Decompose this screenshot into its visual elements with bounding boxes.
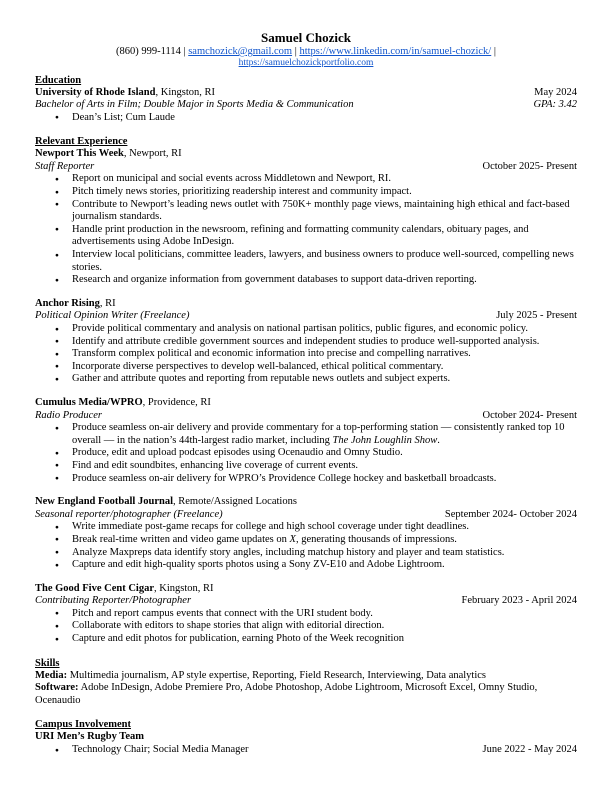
job-company: Anchor Rising [35, 297, 100, 309]
job-company-line [35, 298, 577, 311]
job-title: Contributing Reporter/Photographer [35, 595, 192, 607]
bullet-text: . [437, 434, 440, 446]
school-name: University of Rhode Island [35, 86, 156, 98]
bullet-text-italic: X [289, 533, 296, 545]
bullet-item: ● Incorporate diverse perspectives to develop well-balanced, ethical political commentary. [72, 361, 577, 374]
bullet-item: ● Collaborate with editors to shape stories that align with editorial direction. [72, 620, 577, 633]
portfolio-link[interactable]: https://samuelchozickportfolio.com [238, 58, 374, 68]
job-title: Political Opinion Writer (Freelance) [35, 310, 190, 322]
job-bullets [35, 608, 577, 646]
contact-link[interactable]: https://www.linkedin.com/in/samuel-chozick/ [299, 46, 492, 57]
education-degree-line [35, 99, 577, 112]
education-section-title: Education [35, 74, 82, 86]
job-date: February 2023 - April 2024 [461, 595, 577, 607]
school-location: , Kingston, RI [155, 86, 215, 98]
job-company: Newport This Week [35, 148, 124, 160]
job-bullets [35, 521, 577, 571]
job-location: , Providence, RI [142, 396, 211, 408]
experience-section [35, 135, 577, 645]
job-title: Staff Reporter [35, 160, 95, 172]
job-location: , RI [99, 297, 116, 309]
job-company-line [35, 583, 577, 596]
job-date: October 2025- Present [482, 160, 577, 172]
job-company: The Good Five Cent Cigar [35, 582, 154, 594]
job-company-line [35, 148, 577, 161]
contact-link[interactable]: samchozick@gmail.com [188, 46, 293, 57]
job-location: , Newport, RI [123, 148, 182, 160]
education-bullets [35, 112, 577, 125]
bullet-item: ● Interview local politicians, committee leaders, lawyers, and business owners to produce well-sourced, compelling news stories. [72, 249, 577, 274]
campus-role: ● Technology Chair; Social Media Manager [72, 744, 249, 756]
job-bullets [35, 422, 577, 485]
job-bullets [35, 173, 577, 286]
job-entry [35, 583, 577, 646]
bullet-item: ● Capture and edit photos for publication, earning Photo of the Week recognition [72, 633, 577, 646]
jobs-container [35, 148, 577, 645]
skills-media-label: Media: [35, 669, 68, 681]
job-title-line [35, 509, 577, 522]
job-title-line [35, 310, 577, 323]
job-company-line [35, 496, 577, 509]
education-school-line [35, 87, 577, 100]
bullet-item: ● Report on municipal and social events across Middletown and Newport, RI. [72, 173, 577, 186]
bullet-item: ● Analyze Maxpreps data identify story angles, including matchup history and player and team statistics. [72, 547, 577, 560]
bullet-text: , generating thousands of impressions. [295, 533, 457, 545]
job-company-line [35, 397, 577, 410]
resume-header [35, 30, 577, 70]
bullet-text: Produce seamless on-air delivery and provide commentary for a top-performing station — consistently ranked top 10 overall — in the nation’s 44th-largest radio market, including [72, 422, 565, 446]
job-title-line [35, 161, 577, 174]
bullet-item: ● Research and organize information from government databases to support data-driven reporting. [72, 274, 577, 287]
skills-media-text: Multimedia journalism, AP style expertise, Reporting, Field Research, Interviewing, Data analytics [67, 669, 487, 681]
campus-org: URI Men’s Rugby Team [35, 731, 144, 743]
job-company: New England Football Journal [35, 496, 173, 508]
campus-section [35, 718, 577, 756]
portfolio-line [35, 58, 577, 70]
job-entry [35, 496, 577, 572]
contact-line [35, 45, 577, 58]
job-entry [35, 397, 577, 485]
job-location: , Remote/Assigned Locations [172, 496, 297, 508]
bullet-item [72, 422, 577, 447]
contact-text: (860) 999-1114 | [116, 46, 189, 57]
job-company: Cumulus Media/WPRO [35, 396, 143, 408]
bullet-text: Break real-time written and video game updates on [72, 533, 290, 545]
bullet-item [72, 534, 577, 547]
skills-section [35, 657, 577, 708]
job-title: Radio Producer [35, 409, 102, 421]
bullet-item: ● Produce, edit and upload podcast episodes using Ocenaudio and Omny Studio. [72, 447, 577, 460]
bullet-item: ● Pitch and report campus events that connect with the URI student body. [72, 608, 577, 621]
bullet-item: ● Contribute to Newport’s leading news outlet with 750K+ monthly page views, maintaining high ethical and fact-based journalism standards. [72, 199, 577, 224]
job-date: September 2024- October 2024 [444, 508, 577, 520]
bullet-item: ● Identify and attribute credible government sources and independent studies to produce well-supported analysis. [72, 336, 577, 349]
campus-section-title: Campus Involvement [35, 719, 131, 731]
education-section [35, 74, 577, 125]
contact-text: | [292, 46, 300, 57]
bullet-item: ● Transform complex political and economic information into precise and compelling narratives. [72, 348, 577, 361]
skills-section-title: Skills [35, 657, 60, 669]
bullet-item: ● Provide political commentary and analysis on national partisan politics, public figures, and economic policy. [72, 323, 577, 336]
campus-date: June 2022 - May 2024 [482, 744, 577, 756]
bullet-item: ● Pitch timely news stories, prioritizing readership interest and community impact. [72, 186, 577, 199]
bullet-item: ● Handle print production in the newsroom, refining and formatting community calendars, obituary pages, and advertisements using Adobe InDesign. [72, 224, 577, 249]
bullet-item: ● Write immediate post-game recaps for college and high school coverage under tight deadlines. [72, 521, 577, 534]
bullet-item [72, 744, 577, 757]
job-bullets [35, 323, 577, 386]
skills-software-label: Software: [35, 682, 79, 694]
job-title-line [35, 410, 577, 423]
bullet-item: ● Gather and attribute quotes and reporting from reputable news outlets and subject experts. [72, 373, 577, 386]
experience-section-title: Relevant Experience [35, 136, 128, 148]
skills-software-text: Adobe InDesign, Adobe Premiere Pro, Adobe Photoshop, Adobe Lightroom, Microsoft Excel, Omny Studio, Ocenaudio [35, 682, 538, 706]
campus-bullets [35, 744, 577, 757]
gpa-text: GPA: 3.42 [533, 99, 577, 111]
job-date: July 2025 - Present [496, 310, 577, 322]
contact-text: | [491, 46, 496, 57]
job-title: Seasonal reporter/photographer (Freelance) [35, 508, 223, 520]
job-location: , Kingston, RI [154, 582, 214, 594]
bullet-item: ● Produce seamless on-air delivery for WPRO’s Providence College hockey and basketball broadcasts. [72, 473, 577, 486]
bullet-item: ● Dean’s List; Cum Laude [72, 112, 577, 125]
bullet-text-italic: The John Loughlin Show [332, 434, 438, 446]
education-school-left [35, 87, 215, 100]
job-entry [35, 148, 577, 287]
person-name: Samuel Chozick [261, 30, 351, 45]
bullet-item: ● Find and edit soundbites, enhancing live coverage of current events. [72, 460, 577, 473]
skills-media-line [35, 670, 577, 683]
job-entry [35, 298, 577, 386]
degree-text: Bachelor of Arts in Film; Double Major in Sports Media & Communication [35, 99, 354, 111]
job-title-line [35, 595, 577, 608]
job-date: October 2024- Present [482, 409, 577, 421]
education-date: May 2024 [534, 86, 577, 98]
bullet-item: ● Capture and edit high-quality sports photos using a Sony ZV-E10 and Adobe Lightroom. [72, 559, 577, 572]
skills-software-line [35, 682, 577, 707]
